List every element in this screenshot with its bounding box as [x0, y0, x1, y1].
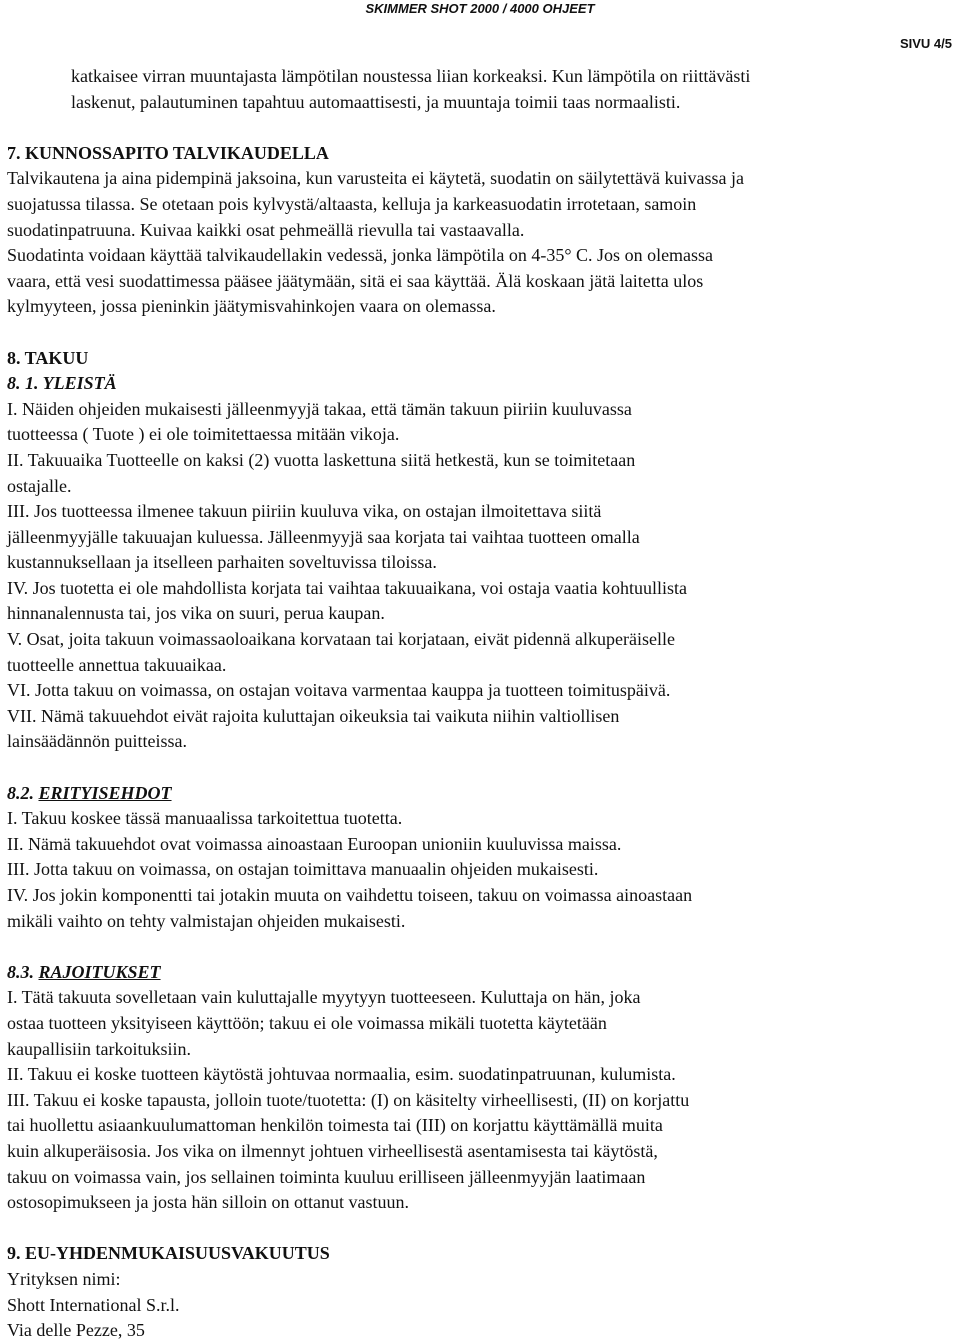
subsection-heading — [7, 781, 952, 807]
subsection-number: 8.2. — [7, 782, 39, 803]
section-heading: 7. KUNNOSSAPITO TALVIKAUDELLA — [7, 142, 329, 163]
text-line: lainsäädännön puitteissa. — [7, 731, 187, 752]
text-line: laskenut, palautuminen tapahtuu automaattisesti, ja muuntaja toimii taas normaalisti. — [71, 91, 681, 112]
text-line: suojatussa tilassa. Se otetaan pois kylvystä/altaasta, kelluja ja karkeasuodatin irrotetaan, samoin — [7, 193, 697, 214]
page-number: SIVU 4/5 — [899, 36, 952, 51]
text-line: VII. Nämä takuuehdot eivät rajoita kuluttajan oikeuksia tai vaikuta niihin valtiollisen — [7, 705, 620, 726]
text-line: vaara, että vesi suodattimessa pääsee jäätymään, sitä ei saa käyttää. Älä koskaan jätä laitetta ulos — [7, 270, 704, 291]
text-line: III. Jos tuotteessa ilmenee takuun piiriin kuuluva vika, on ostajan ilmoitettava siitä — [7, 501, 602, 522]
text-line: II. Takuuaika Tuotteelle on kaksi (2) vuotta laskettuna siitä hetkestä, kun se toimitetaan — [7, 449, 636, 470]
subsection-heading: 8. 1. YLEISTÄ — [7, 373, 117, 394]
text-line: Via delle Pezze, 35 — [7, 1320, 145, 1341]
text-line: ostosopimukseen ja josta hän silloin on ottanut vastuun. — [7, 1192, 409, 1213]
text-line: ostajalle. — [7, 475, 72, 496]
text-line: ostaa tuotteen yksityiseen käyttöön; takuu ei ole voimassa mikäli tuotetta käytetään — [7, 1012, 607, 1033]
intro-paragraph — [7, 64, 952, 115]
text-line: kuin alkuperäisosia. Jos vika on ilmennyt johtuen virheellisestä asentamisesta tai käytöstä, — [7, 1140, 658, 1161]
text-line: III. Jotta takuu on voimassa, on ostajan toimittava manuaalin ohjeiden mukaisesti. — [7, 859, 599, 880]
text-line: tuotteelle annettua takuuaikaa. — [7, 654, 227, 675]
text-line: III. Takuu ei koske tapausta, jolloin tuote/tuotetta: (I) on käsitelty virheellisesti, (II) on korjattu — [7, 1089, 690, 1110]
subsection-number: 8.3. — [7, 961, 39, 982]
text-line: II. Nämä takuuehdot ovat voimassa ainoastaan Euroopan unioniin kuuluvissa maissa. — [7, 833, 622, 854]
text-line: kaupallisiin tarkoituksiin. — [7, 1038, 191, 1059]
text-line: V. Osat, joita takuun voimassaoloaikana korvataan tai korjataan, eivät pidennä alkuperäiselle — [7, 629, 675, 650]
text-line: I. Takuu koskee tässä manuaalissa tarkoitettua tuotetta. — [7, 808, 403, 829]
text-line: takuu on voimassa vain, jos sellainen toiminta kuuluu erilliseen jälleenmyyjän laatimaan — [7, 1166, 646, 1187]
text-line: IV. Jos tuotetta ei ole mahdollista korjata tai vaihtaa takuuaikana, voi ostaja vaatia kohtuullista — [7, 577, 687, 598]
text-line: katkaisee virran muuntajasta lämpötilan noustessa liian korkeaksi. Kun lämpötila on riittävästi — [71, 66, 751, 86]
text-line: Talvikautena ja aina pidempinä jaksoina, kun varusteita ei käytetä, suodatin on säilytettävä kuivassa ja — [7, 168, 745, 189]
text-line: I. Näiden ohjeiden mukaisesti jälleenmyyjä takaa, että tämän takuun piiriin kuuluvassa — [7, 398, 632, 419]
text-line: kustannuksellaan ja itselleen parhaiten soveltuvissa tiloissa. — [7, 552, 437, 573]
text-line: IV. Jos jokin komponentti tai jotakin muuta on vaihdettu toiseen, takuu on voimassa ainoastaan — [7, 885, 693, 905]
text-line: I. Tätä takuuta sovelletaan vain kuluttajalle myytyyn tuotteeseen. Kuluttaja on hän, joka — [7, 987, 641, 1008]
text-line: Shott International S.r.l. — [7, 1294, 180, 1315]
document-header-title: SKIMMER SHOT 2000 / 4000 OHJEET — [365, 1, 595, 16]
text-line: Yrityksen nimi: — [7, 1268, 121, 1289]
text-line: VI. Jotta takuu on voimassa, on ostajan voitava varmentaa kauppa ja tuotteen toimituspäivä. — [7, 680, 671, 701]
text-line: tuotteessa ( Tuote ) ei ole toimitettaessa mitään vikoja. — [7, 424, 400, 445]
text-line: II. Takuu ei koske tuotteen käytöstä johtuvaa normaalia, esim. suodatinpatruunan, kulumista. — [7, 1064, 676, 1085]
subsection-heading — [7, 960, 952, 986]
section-8 — [7, 346, 952, 1216]
text-line: Suodatinta voidaan käyttää talvikaudellakin vedessä, jonka lämpötila on 4-35° C. Jos on olemassa — [7, 245, 714, 266]
subsection-title: RAJOITUKSET — [38, 961, 161, 982]
text-line: jälleenmyyjälle takuuajan kuluessa. Jälleenmyyjä saa korjata tai vaihtaa tuotteen omalla — [7, 526, 640, 547]
section-heading: 9. EU-YHDENMUKAISUUSVAKUUTUS — [7, 1243, 330, 1264]
text-line: hinnanalennusta tai, jos vika on suuri, perua kaupan. — [7, 603, 385, 624]
section-7 — [7, 141, 952, 320]
subsection-title: ERITYISEHDOT — [38, 782, 172, 803]
document-body — [7, 64, 952, 1344]
section-9 — [7, 1241, 952, 1343]
section-heading: 8. TAKUU — [7, 347, 89, 368]
text-line: tai huollettu asiaankuulumattoman henkilön toimesta tai (III) on korjattu käyttämällä muita — [7, 1115, 663, 1136]
text-line: mikäli vaihto on tehty valmistajan ohjeiden mukaisesti. — [7, 910, 406, 931]
text-line: suodatinpatruuna. Kuivaa kaikki osat pehmeällä rievulla tai vastaavalla. — [7, 219, 525, 240]
text-line: kylmyyteen, jossa pieninkin jäätymisvahinkojen vaara on olemassa. — [7, 296, 496, 317]
